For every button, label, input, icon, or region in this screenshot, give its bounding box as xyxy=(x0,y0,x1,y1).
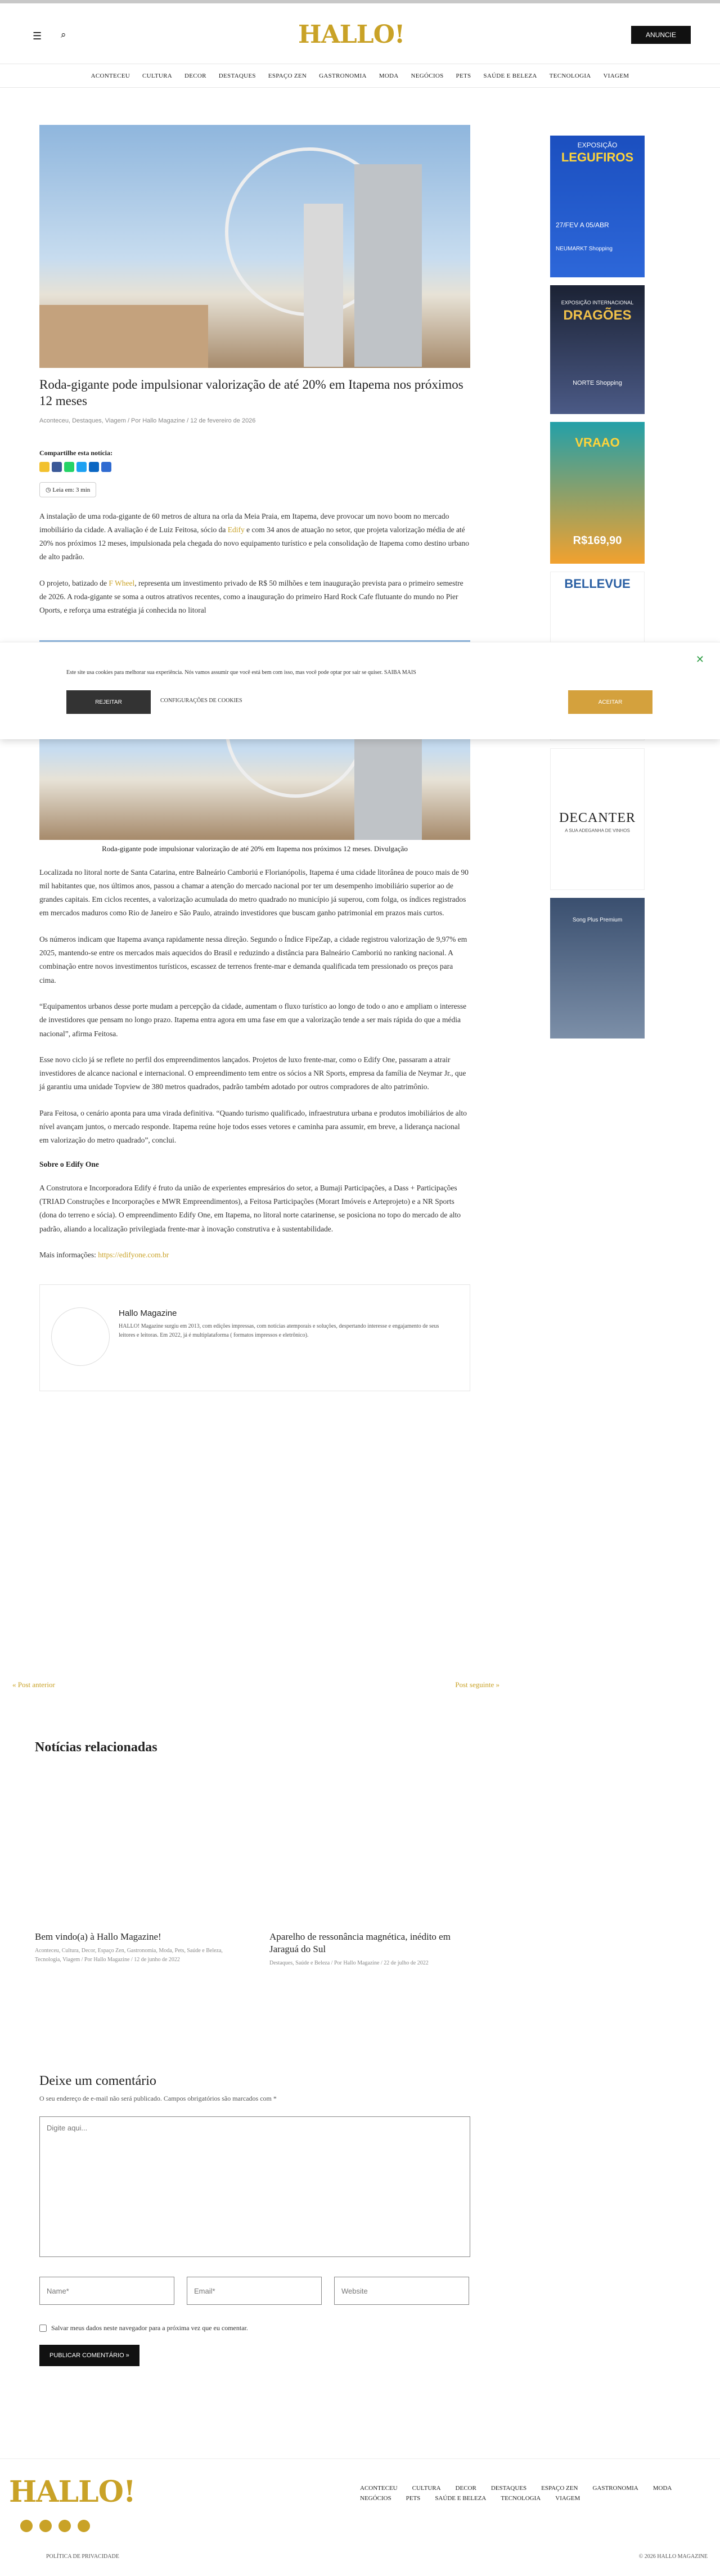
comment-form-title: Deixe um comentário xyxy=(39,2074,156,2088)
site-footer xyxy=(0,2458,720,2576)
footer-nav-item[interactable]: DECOR xyxy=(455,2485,476,2492)
reject-cookies-button[interactable]: REJEITAR xyxy=(66,690,151,714)
footer-nav-item[interactable]: TECNOLOGIA xyxy=(501,2495,541,2502)
ad-legufiros[interactable] xyxy=(550,136,645,277)
twitter-icon[interactable] xyxy=(39,2520,52,2532)
cookie-message: Este site usa cookies para melhorar sua experiência. Nós vamos assumir que você está bem com isso, mas você pode optar por sair se quiser. SAIBA MAIS xyxy=(66,669,416,676)
related-card-title[interactable]: Bem vindo(a) à Hallo Magazine! xyxy=(35,1931,161,1942)
save-data-label: Salvar meus dados neste navegador para a próxima vez que eu comentar. xyxy=(51,2324,248,2332)
menu-icon[interactable]: ☰ xyxy=(33,30,42,42)
author-bio: HALLO! Magazine surgiu em 2013, com edições impressas, com notícias atemporais e soluções, despertando interesse e engajamento de seus leitores e leitoras. Em 2022, já é multiplataforma ( formatos impressos e eletrônico). xyxy=(119,1323,439,1339)
nav-item-decor[interactable]: DECOR xyxy=(184,72,206,79)
ad-text: EXPOSIÇÃO xyxy=(577,141,618,149)
related-card[interactable] xyxy=(35,1771,245,1968)
hero-tower-large xyxy=(354,164,422,367)
image-caption: Roda-gigante pode impulsionar valorização de até 20% em Itapema nos próximos 12 meses. Divulgação xyxy=(102,844,408,853)
footer-nav-item[interactable]: SAÚDE E BELEZA xyxy=(435,2495,487,2502)
linkedin-icon[interactable] xyxy=(89,462,99,472)
paragraph-8: A Construtora e Incorporadora Edify é fruto da união de experientes empresários do setor, a Bumaji Participações, a Dass + Participações (TRIAD Construções e Incorporações e MWR Empreendimentos), a Feitosa Participações (Morart Imóveis e Arteprojeto) e a NR Sports (dona do terreno e sócia). O empreendimento Edify One, em Itapema, no litoral norte catarinense, se posiciona no topo do mercado de alto padrão, aliando a localização privilegiada frente-mar à inovação construtiva e à sustentabilidade. xyxy=(39,1183,461,1233)
related-news-title: Notícias relacionadas xyxy=(35,1740,158,1755)
comment-form xyxy=(39,2074,470,2366)
related-news xyxy=(35,1771,479,1968)
nav-item-aconteceu[interactable]: ACONTECEU xyxy=(91,72,130,79)
instagram-icon[interactable] xyxy=(58,2520,71,2532)
paragraph-1-text-a: A instalação de uma roda-gigante de 60 metros de altura na orla da Meia Praia, em Itapema, deve provocar um novo boom no mercado imobiliário da cidade. A avaliação é de Luiz Feitosa, sócio da xyxy=(39,511,449,534)
more-info xyxy=(39,1248,470,1262)
email-field[interactable] xyxy=(187,2277,322,2305)
social-links xyxy=(20,2520,90,2532)
nav-item-saude-beleza[interactable]: SAÚDE E BELEZA xyxy=(483,72,537,79)
ad-decanter[interactable] xyxy=(550,748,645,890)
paragraph-2-text-b: , representa um investimento privado de R$ 50 milhões e tem inauguração prevista para o primeiro semestre de 2026. A roda-gigante se soma a outros atrativos recentes, como a inauguração do primeiro Hard Rock Cafe flutuante do mundo no Pier Oports, e reforça uma estratégia já conhecida no litoral xyxy=(39,578,464,615)
paragraph-1 xyxy=(39,510,470,564)
read-time-badge: ◷ Leia em: 3 min xyxy=(39,482,96,497)
ad-text: EXPOSIÇÃO INTERNACIONAL xyxy=(561,300,634,305)
paragraph-2 xyxy=(39,577,470,618)
ad-dragoes[interactable] xyxy=(550,285,645,414)
paragraph-2-text-a: O projeto, batizado de xyxy=(39,578,109,587)
paragraph-6: Esse novo ciclo já se reflete no perfil dos empreendimentos lançados. Projetos de luxo frente-mar, como o Edify One, passaram a atrair investidores de alcance nacional e internacional. O empreendimento tem entre os sócios a NR Sports, empresa da família de Neymar Jr., que já garantiu uma unidade Topview de 380 metros quadrados, padrão também adotado por outros compradores de alto patrimônio. xyxy=(39,1055,466,1091)
read-time-label: Leia em: 3 min xyxy=(52,486,91,493)
article-title: Roda-gigante pode impulsionar valorização de até 20% em Itapema nos próximos 12 meses xyxy=(39,377,464,408)
footer-logo[interactable]: HALLO! xyxy=(9,2475,136,2509)
more-share-icon[interactable] xyxy=(101,462,111,472)
cookie-settings-link[interactable]: CONFIGURAÇÕES DE COOKIES xyxy=(160,698,242,704)
submit-comment-button[interactable]: PUBLICAR COMENTÁRIO » xyxy=(39,2345,140,2366)
paragraph-1-text-b: e com 34 anos de atuação no setor, que projeta valorização média de até 20% nos próximos 12 meses, impulsionada pela chegada do novo equipamento turístico e pela consolidação de Itapema como destino urbano de alto padrão. xyxy=(39,525,470,561)
edify-link[interactable]: Edify xyxy=(227,525,245,534)
more-info-label: Mais informações: xyxy=(39,1250,98,1259)
ad-text: DRAGÕES xyxy=(563,308,632,323)
nav-item-gastronomia[interactable]: GASTRONOMIA xyxy=(319,72,367,79)
website-field[interactable] xyxy=(334,2277,469,2305)
footer-nav-item[interactable]: CULTURA xyxy=(412,2485,441,2492)
paragraph-5: “Equipamentos urbanos desse porte mudam a percepção da cidade, aumentam o fluxo turístico ao longo de todo o ano e ampliam o interesse de investidores que pensam no longo prazo. Itapema entra agora em uma fase em que a valorização tende a ser mais rápida do que a média nacional”, afirma Feitosa. xyxy=(39,1001,467,1038)
fwheel-link[interactable]: F Wheel xyxy=(109,578,135,587)
nav-item-negocios[interactable]: NEGÓCIOS xyxy=(411,72,444,79)
ad-text: DECANTER xyxy=(559,811,636,825)
related-card-meta: Destaques, Saúde e Beleza / Por Hallo Magazine / 22 de julho de 2022 xyxy=(269,1960,429,1967)
related-thumbnail[interactable] xyxy=(35,1771,245,1926)
facebook-icon[interactable] xyxy=(52,462,62,472)
paragraph-3: Localizada no litoral norte de Santa Catarina, entre Balneário Camboriú e Florianópolis, Itapema é uma cidade litorânea de pouco mais de 90 mil habitantes que, nos últimos anos, passou a chamar a atenção do mercado nacional por ter um desempenho imobiliário superior ao de grandes capitais. Em ciclos recentes, a valorização acumulada do metro quadrado no município já superou, com folga, os índices registrados em mercados maduros como Rio de Janeiro e São Paulo, atraindo investidores que buscam ganho patrimonial em prazos mais curtos. xyxy=(39,867,469,918)
nav-item-cultura[interactable]: CULTURA xyxy=(142,72,173,79)
footer-nav-item[interactable]: DESTAQUES xyxy=(490,2485,527,2492)
ad-text: R$169,90 xyxy=(573,534,622,547)
nav-item-destaques[interactable]: DESTAQUES xyxy=(218,72,256,79)
ad-vraao[interactable] xyxy=(550,422,645,564)
footer-nav-item[interactable]: ACONTECEU xyxy=(360,2485,398,2492)
main-nav xyxy=(0,64,720,88)
hero-buildings xyxy=(39,305,208,368)
edifyone-link[interactable]: https://edifyone.com.br xyxy=(98,1250,169,1259)
footer-nav-item[interactable]: MODA xyxy=(652,2485,672,2492)
site-header xyxy=(0,3,720,64)
cookie-banner xyxy=(0,642,720,739)
author-name[interactable]: Hallo Magazine xyxy=(119,1309,177,1319)
footer-nav xyxy=(360,2485,698,2502)
footer-nav-item[interactable]: PETS xyxy=(406,2495,421,2502)
ad-text: BELLEVUE xyxy=(564,577,631,591)
related-card-meta: Aconteceu, Cultura, Decor, Espaço Zen, Gastronomia, Moda, Pets, Saúde e Beleza, Tecnologia, Viagem / Por Hallo Magazine / 12 de junho de 2022 xyxy=(35,1948,223,1963)
copyright: © 2026 HALLO MAGAZINE xyxy=(638,2553,708,2560)
accept-cookies-button[interactable]: ACEITAR xyxy=(568,690,652,714)
footer-nav-item[interactable]: NEGÓCIOS xyxy=(360,2495,392,2502)
footer-nav-item[interactable]: ESPAÇO ZEN xyxy=(541,2485,578,2492)
search-icon[interactable]: ⌕ xyxy=(61,29,66,41)
whatsapp-icon[interactable] xyxy=(64,462,74,472)
save-data-checkbox[interactable] xyxy=(39,2325,47,2332)
paragraph-4: Os números indicam que Itapema avança rapidamente nessa direção. Segundo o Índice FipeZap, a cidade registrou valorização de 9,97% em 2025, mantendo-se entre os mercados mais aquecidos do Brasil e reduzindo a distância para Balneário Camboriú no ranking nacional. A combinação entre novos investimentos turísticos, escassez de terrenos frente-mar e demanda qualificada tem pressionado os preços para cima. xyxy=(39,934,467,984)
comment-fields xyxy=(39,2277,470,2305)
ad-text: A SUA ADEGANHA DE VINHOS xyxy=(565,828,630,833)
youtube-icon[interactable] xyxy=(78,2520,90,2532)
facebook-icon[interactable] xyxy=(20,2520,33,2532)
prev-post-link[interactable]: « Post anterior xyxy=(12,1680,55,1689)
anuncie-button[interactable]: ANUNCIE xyxy=(631,26,691,44)
nav-item-tecnologia[interactable]: TECNOLOGIA xyxy=(549,72,591,79)
share-all-icon[interactable] xyxy=(39,462,50,472)
comment-form-note: O seu endereço de e-mail não será publicado. Campos obrigatórios são marcados com * xyxy=(39,2094,277,2102)
privacy-policy-link[interactable]: POLÍTICA DE PRIVACIDADE xyxy=(46,2553,119,2560)
related-thumbnail[interactable] xyxy=(269,1771,479,1926)
share-label: Compartilhe esta notícia: xyxy=(39,448,112,457)
nav-item-espaco-zen[interactable]: ESPAÇO ZEN xyxy=(268,72,307,79)
share-icons xyxy=(39,462,470,472)
author-box xyxy=(39,1284,470,1391)
post-navigation xyxy=(12,1680,500,1689)
name-field[interactable] xyxy=(39,2277,174,2305)
comment-textarea[interactable] xyxy=(39,2116,470,2257)
subheading-edify-one: Sobre o Edify One xyxy=(39,1159,99,1168)
ad-text: NEUMARKT Shopping xyxy=(556,246,613,252)
ad-song-plus[interactable] xyxy=(550,898,645,1039)
ad-text: NORTE Shopping xyxy=(573,380,622,386)
next-post-link[interactable]: Post seguinte » xyxy=(455,1680,500,1689)
nav-item-moda[interactable]: MODA xyxy=(379,72,399,79)
paragraph-7: Para Feitosa, o cenário aponta para uma virada definitiva. “Quando turismo qualificado, infraestrutura urbana e produtos imobiliários de alto nível avançam juntos, o mercado responde. Itapema reúne hoje todos esses vetores e caminha para assumir, em breve, a liderança nacional em valorização do metro quadrado”, conclui. xyxy=(39,1108,467,1145)
article xyxy=(39,125,470,1391)
footer-nav-item[interactable]: VIAGEM xyxy=(555,2495,580,2502)
ad-text: 27/FEV A 05/ABR xyxy=(556,221,609,229)
related-card[interactable] xyxy=(269,1771,479,1968)
twitter-icon[interactable] xyxy=(76,462,87,472)
related-card-title[interactable]: Aparelho de ressonância magnética, inédito em Jaraguá do Sul xyxy=(269,1931,451,1955)
nav-item-pets[interactable]: PETS xyxy=(456,72,471,79)
ad-text: VRAAO xyxy=(575,435,620,449)
avatar xyxy=(51,1307,110,1366)
article-meta: Aconteceu, Destaques, Viagem / Por Hallo Magazine / 12 de fevereiro de 2026 xyxy=(39,417,256,424)
ad-text: LEGUFIROS xyxy=(561,150,634,164)
save-data-option[interactable] xyxy=(39,2324,470,2332)
hero-image xyxy=(39,125,470,368)
site-logo[interactable]: HALLO! xyxy=(298,20,405,49)
ad-text: Song Plus Premium xyxy=(572,917,623,923)
close-icon[interactable]: ✕ xyxy=(695,654,704,666)
sidebar-ads xyxy=(550,136,645,1046)
hero-tower-small xyxy=(304,204,343,367)
nav-item-viagem[interactable]: VIAGEM xyxy=(603,72,629,79)
footer-nav-item[interactable]: GASTRONOMIA xyxy=(592,2485,638,2492)
